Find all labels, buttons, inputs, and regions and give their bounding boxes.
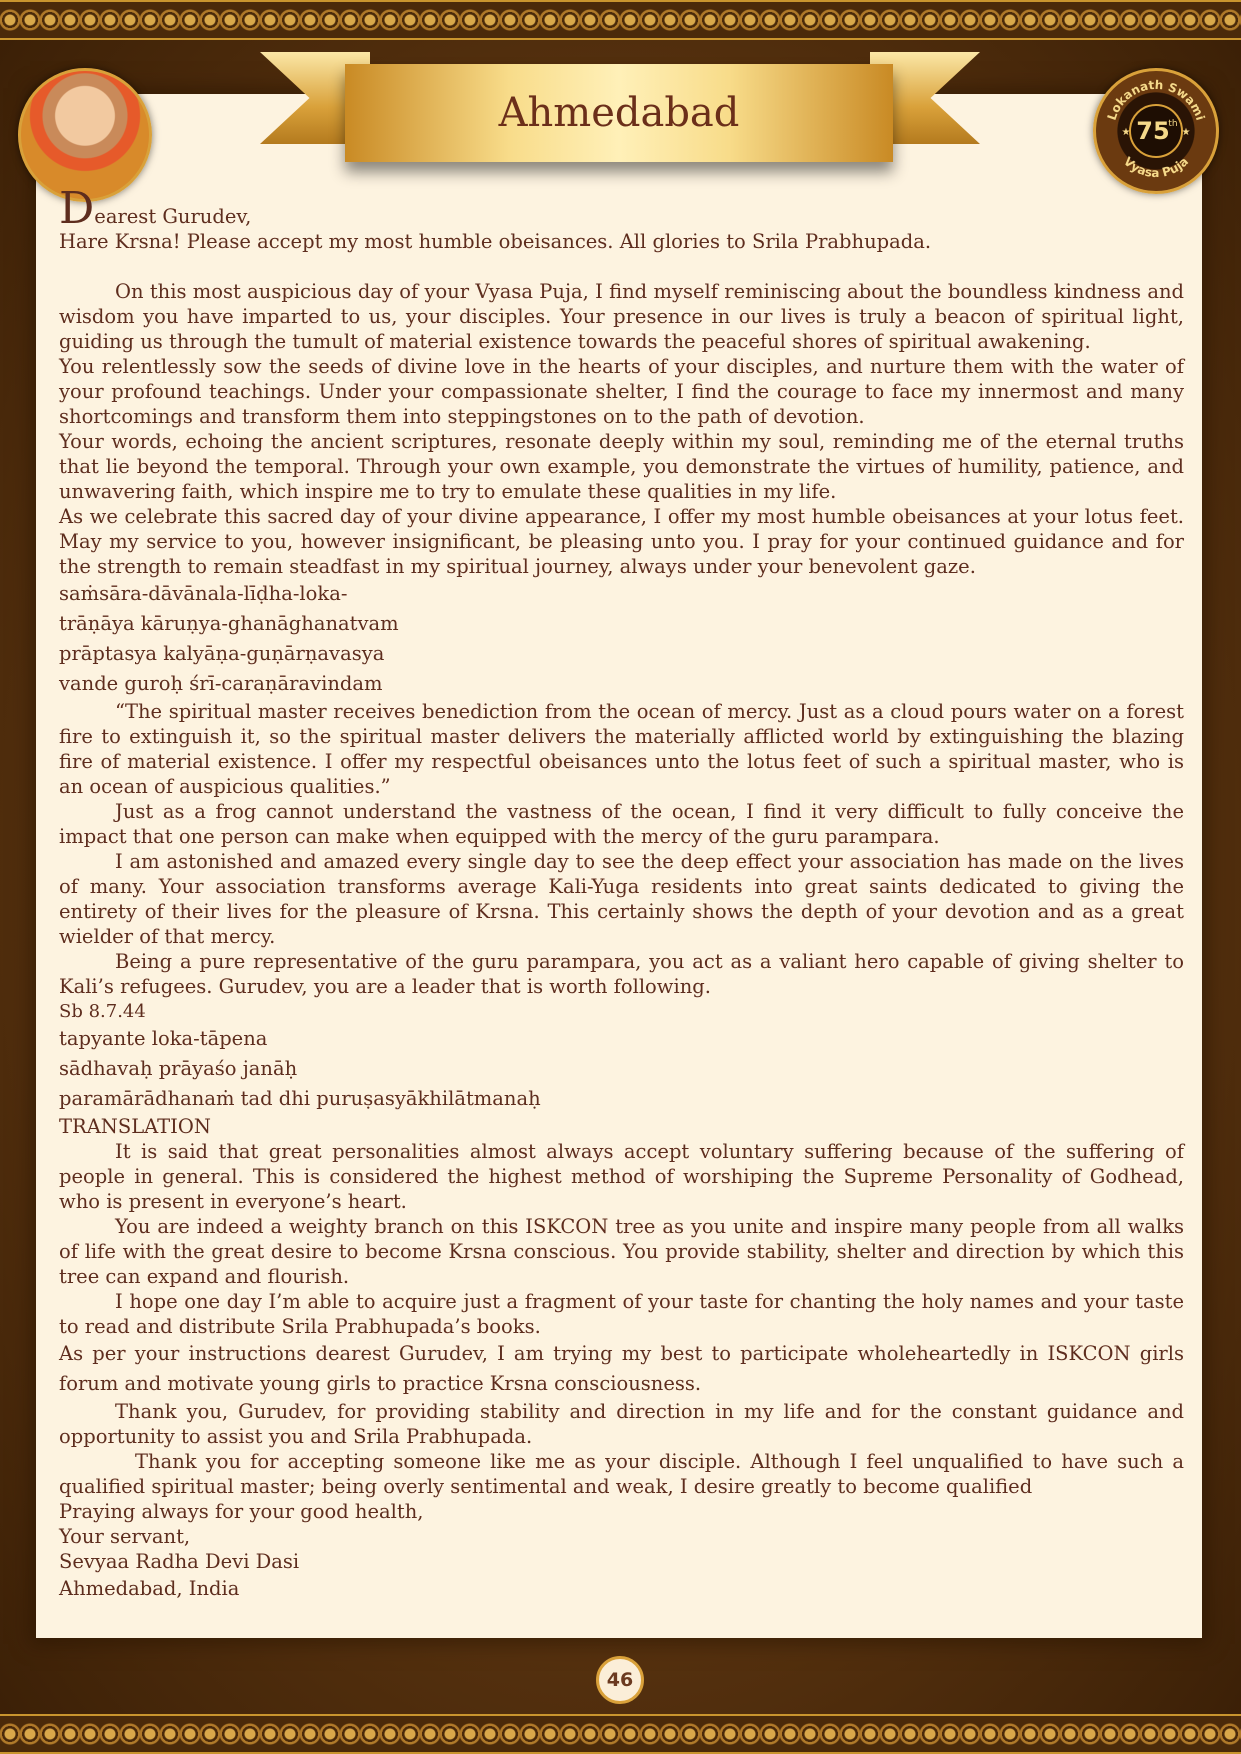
seal-bottom-text: Vyasa Puja: [1120, 154, 1192, 181]
paragraph: I am astonished and amazed every single day to see the deep effect your association has made on the lives of many. Your association transforms average Kali-Yuga residents into great saints dedicated to giving the entirety of their lives for the pleasure of Krsna. This certainly shows the depth of your devotion and as a great wielder of that mercy.: [59, 850, 1184, 948]
paragraph: On this most auspicious day of your Vyasa Puja, I find myself reminiscing about the boundless kindness and wisdom you have imparted to us, your disciples. Your presence in our lives is truly a beacon of spiritual light, guiding us through the tumult of material existence towards the peaceful shores of spiritual awakening.: [59, 280, 1184, 353]
guru-portrait: [18, 68, 152, 202]
verse-line: saṁsāra-dāvānala-līḍha-loka-: [59, 582, 348, 605]
verse-line: sādhavaḥ prāyaśo janāḥ: [59, 1057, 298, 1080]
verse-line: vande guroḥ śrī-caraṇāravindam: [59, 672, 383, 695]
translation-label: TRANSLATION: [59, 1115, 211, 1138]
paragraph: I hope one day I’m able to acquire just a fragment of your taste for chanting the holy names and your taste to read and distribute Srila Prabhupada’s books.: [59, 1290, 1184, 1338]
paragraph: As we celebrate this sacred day of your divine appearance, I offer my most humble obeisances at your lotus feet. May my service to you, however insignificant, be pleasing unto you. I pray for your continued guidance and for the strength to remain steadfast in my spiritual journey, always under your benevolent gaze.: [59, 505, 1184, 578]
verse-line: paramārādhanaṁ tad dhi puruṣasyākhilātmanaḥ: [59, 1087, 541, 1110]
verse-line: tapyante loka-tāpena: [59, 1027, 268, 1050]
bottom-border: [0, 1714, 1241, 1754]
paragraph: Your words, echoing the ancient scriptures, resonate deeply within my soul, reminding me of the eternal truths that lie beyond the temporal. Through your own example, you demonstrate the virtues of humility, patience, and unwavering faith, which inspire me to try to emulate these qualities in my life.: [59, 430, 1184, 503]
top-border: [0, 0, 1241, 40]
verse-line: trāṇāya kāruṇya-ghanāghanatvam: [59, 612, 399, 635]
signature-name: Sevyaa Radha Devi Dasi: [59, 1550, 300, 1573]
greeting: Hare Krsna! Please accept my most humble obeisances. All glories to Srila Prabhupada.: [59, 230, 932, 253]
star-icon: ★: [1181, 127, 1191, 138]
seal-number: 75: [1136, 117, 1170, 145]
paragraph: “The spiritual master receives benediction from the ocean of mercy. Just as a cloud pours water on a forest fire to extinguish it, so the spiritual master delivers the materially afflicted world by extinguishing the blazing fire of material existence. I offer my respectful obeisances unto the lotus feet of such a spiritual master, who is an ocean of auspicious qualities.”: [59, 700, 1184, 798]
closing-line: Praying always for your good health,: [59, 1500, 424, 1523]
paragraph: As per your instructions dearest Gurudev, I am trying my best to participate wholeheartedly in ISKCON girls forum and motivate young girls to practice Krsna consciousness.: [59, 1342, 1184, 1395]
paragraph: You are indeed a weighty branch on this ISKCON tree as you unite and inspire many people from all walks of life with the great desire to become Krsna conscious. You provide stability, shelter and direction by which this tree can expand and flourish.: [59, 1215, 1184, 1288]
seal-sup: th: [1168, 119, 1178, 129]
seal-top-text: Lokanath Swami: [1104, 77, 1208, 122]
anniversary-seal: [1093, 68, 1219, 194]
salutation: Dearest Gurudev,: [59, 183, 252, 234]
paragraph: Just as a frog cannot understand the vastness of the ocean, I find it very difficult to fully conceive the impact that one person can make when equipped with the mercy of the guru parampara.: [59, 800, 1184, 848]
servant-line: Your servant,: [59, 1525, 191, 1548]
paragraph: It is said that great personalities almost always accept voluntary suffering because of the suffering of people in general. This is considered the highest method of worshiping the Supreme Personality of Godhead, who is present in everyone’s heart.: [59, 1140, 1184, 1213]
paragraph: Being a pure representative of the guru parampara, you act as a valiant hero capable of giving shelter to Kali’s refugees. Gurudev, you are a leader that is worth following.: [59, 950, 1184, 998]
page-number: 46: [596, 1656, 644, 1704]
paragraph: Thank you, Gurudev, for providing stability and direction in my life and for the constant guidance and opportunity to assist you and Srila Prabhupada.: [59, 1400, 1184, 1448]
drop-cap: D: [59, 183, 95, 234]
star-icon: ★: [1121, 127, 1131, 138]
paragraph: You relentlessly sow the seeds of divine love in the hearts of your disciples, and nurture them with the water of your profound teachings. Under your compassionate shelter, I find the courage to face my innermost and many shortcomings and transform them into steppingstones on to the path of devotion.: [59, 355, 1184, 428]
letter-body: [59, 183, 1184, 1604]
page-title: Ahmedabad: [498, 90, 740, 136]
verse-line: prāptasya kalyāṇa-guṇārṇavasya: [59, 642, 385, 665]
paragraph: Thank you for accepting someone like me as your disciple. Although I feel unqualified to have such a qualified spiritual master; being overly sentimental and weak, I desire greatly to become qualified: [59, 1450, 1184, 1498]
scripture-reference: Sb 8.7.44: [59, 1001, 146, 1022]
svg-text:Vyasa Puja: [1121, 154, 1191, 180]
signature-location: Ahmedabad, India: [59, 1577, 240, 1600]
title-ribbon: [345, 64, 893, 162]
